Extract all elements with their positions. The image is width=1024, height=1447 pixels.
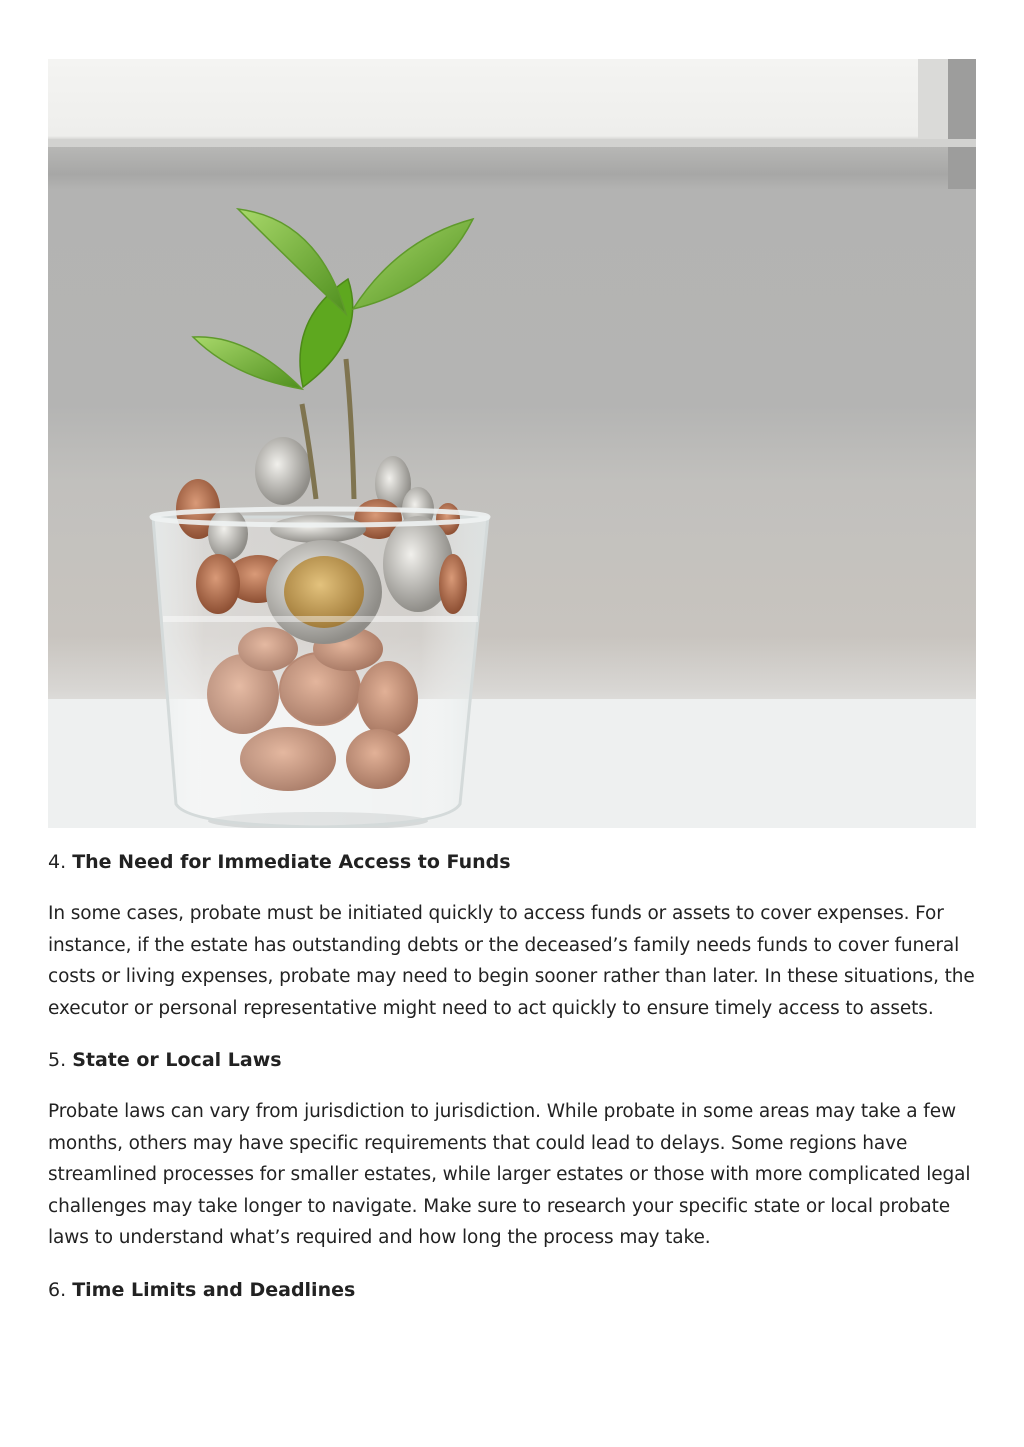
section-paragraph: In some cases, probate must be initiated quickly to access funds or assets to cover expenses. For instance, if the estate has outstanding debts or the deceased’s family needs funds to cover funeral costs or living expenses, probate may need to begin sooner rather than later. In these situations, the executor or personal representative might need to act quickly to ensure timely access to assets. [48,903,975,1019]
section-number: 4. [48,851,67,873]
section-paragraph: Probate laws can vary from jurisdiction to jurisdiction. While probate in some areas may take a few months, others may have specific requirements that could lead to delays. Some regions have streamlined processes for smaller estates, while larger estates or those with more complicated legal challenges may take longer to navigate. Make sure to research your specific state or local probate laws to understand what’s required and how long the process may take. [48,1101,971,1248]
section-title: State or Local Laws [72,1049,282,1071]
section-title: Time Limits and Deadlines [72,1278,356,1301]
plant-coins-illustration [48,59,976,828]
hero-photo [48,59,976,828]
section-number: 6. [48,1278,67,1301]
section-heading-4 [48,846,978,878]
section-number: 5. [48,1049,67,1071]
section-heading-5 [48,1044,978,1076]
section-title: The Need for Immediate Access to Funds [72,851,511,873]
section-heading-6 [48,1274,978,1306]
article-body [48,846,978,1326]
